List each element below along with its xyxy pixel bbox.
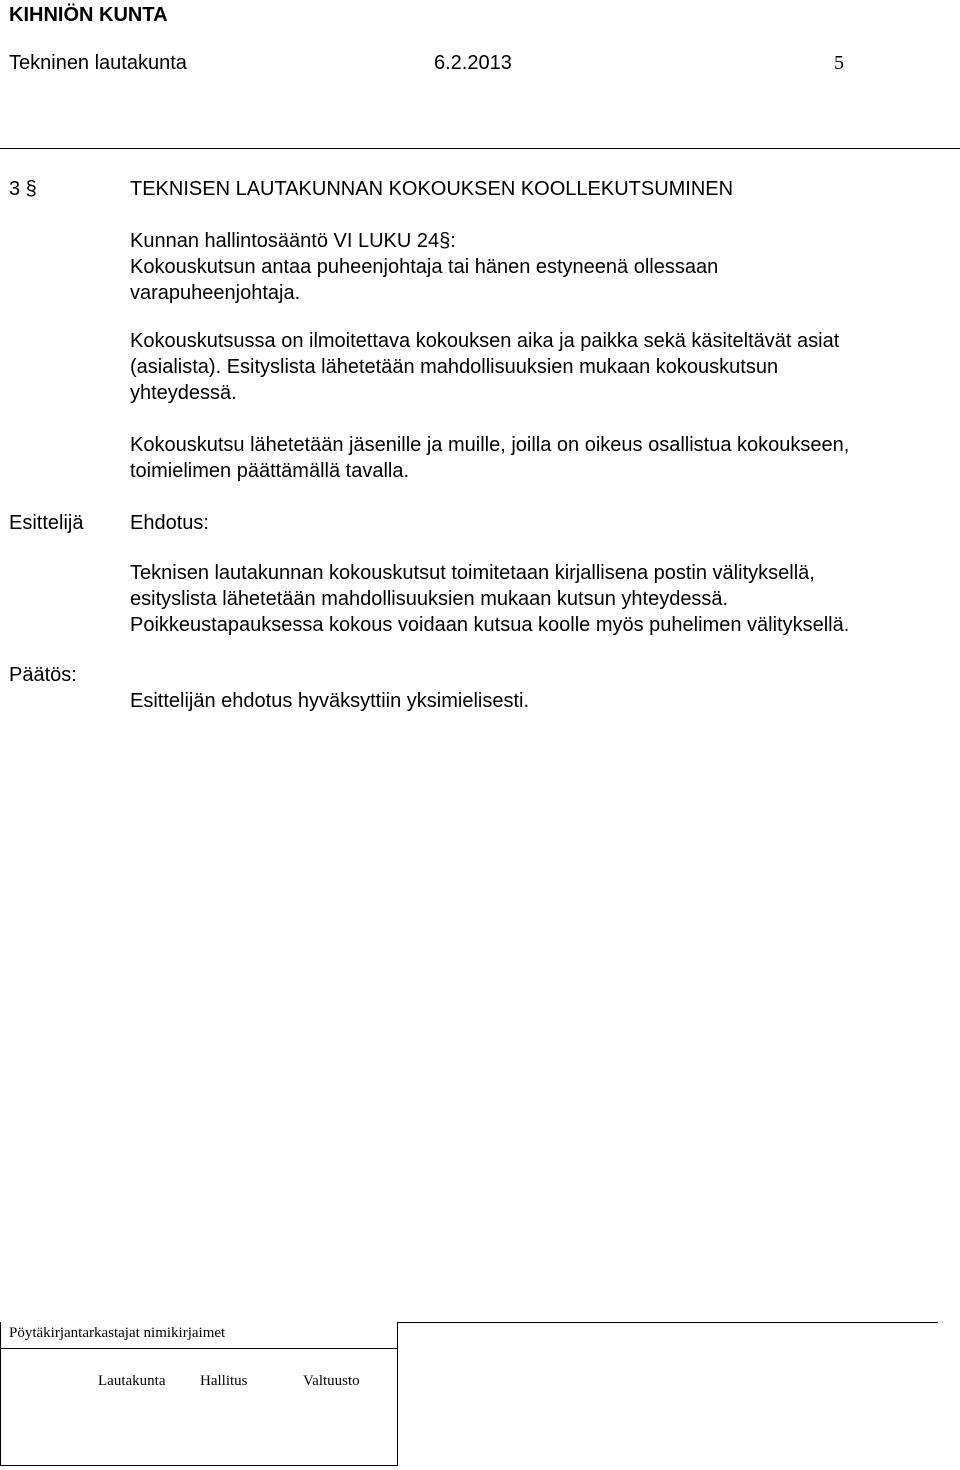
proposal-text <box>130 560 849 638</box>
signature-box-divider <box>1 1348 398 1349</box>
footer-rule <box>398 1322 938 1323</box>
proposal-heading: Ehdotus: <box>130 512 209 534</box>
signatures-label: Pöytäkirjantarkastajat nimikirjaimet <box>9 1325 226 1341</box>
text-line: Kokouskutsussa on ilmoitettava kokouksen aika ja paikka sekä käsiteltävät asiat <box>130 330 840 352</box>
text-line: varapuheenjohtaja. <box>130 282 301 304</box>
text-line: yhteydessä. <box>130 382 237 404</box>
text-line: Kokouskutsu lähetetään jäsenille ja muille, joilla on oikeus osallistua kokoukseen, <box>130 434 850 456</box>
decision-label: Päätös: <box>9 664 77 686</box>
footer-column-valtuusto: Valtuusto <box>303 1373 360 1389</box>
text-line: Teknisen lautakunnan kokouskutsut toimitetaan kirjallisena postin välityksellä, <box>130 562 815 584</box>
text-line: toimielimen päättämällä tavalla. <box>130 460 410 482</box>
paragraph-invitation-delivery <box>130 432 849 484</box>
footer-column-lautakunta: Lautakunta <box>98 1373 166 1389</box>
paragraph-rules <box>130 228 718 306</box>
footer-column-hallitus: Hallitus <box>200 1373 248 1389</box>
text-line: Poikkeustapauksessa kokous voidaan kutsua koolle myös puhelimen välityksellä. <box>130 614 850 636</box>
signature-box <box>0 1322 398 1466</box>
text-line: esityslista lähetetään mahdollisuuksien mukaan kutsun yhteydessä. <box>130 588 729 610</box>
meeting-date: 6.2.2013 <box>434 52 512 74</box>
page-number: 5 <box>834 52 844 74</box>
section-number: 3 § <box>9 178 37 200</box>
text-line: Kunnan hallintosääntö VI LUKU 24§: <box>130 230 456 252</box>
paragraph-invitation-contents <box>130 328 839 406</box>
text-line: (asialista). Esityslista lähetetään mahdollisuuksien mukaan kokouskutsun <box>130 356 779 378</box>
presenter-label: Esittelijä <box>9 512 84 534</box>
text-line: Kokouskutsun antaa puheenjohtaja tai hänen estyneenä ollessaan <box>130 256 719 278</box>
section-title: TEKNISEN LAUTAKUNNAN KOKOUKSEN KOOLLEKUTSUMINEN <box>130 178 734 200</box>
organization-name: KIHNIÖN KUNTA <box>9 4 168 26</box>
header-divider <box>0 148 960 149</box>
decision-text: Esittelijän ehdotus hyväksyttiin yksimielisesti. <box>130 690 530 712</box>
committee-name: Tekninen lautakunta <box>9 52 187 74</box>
